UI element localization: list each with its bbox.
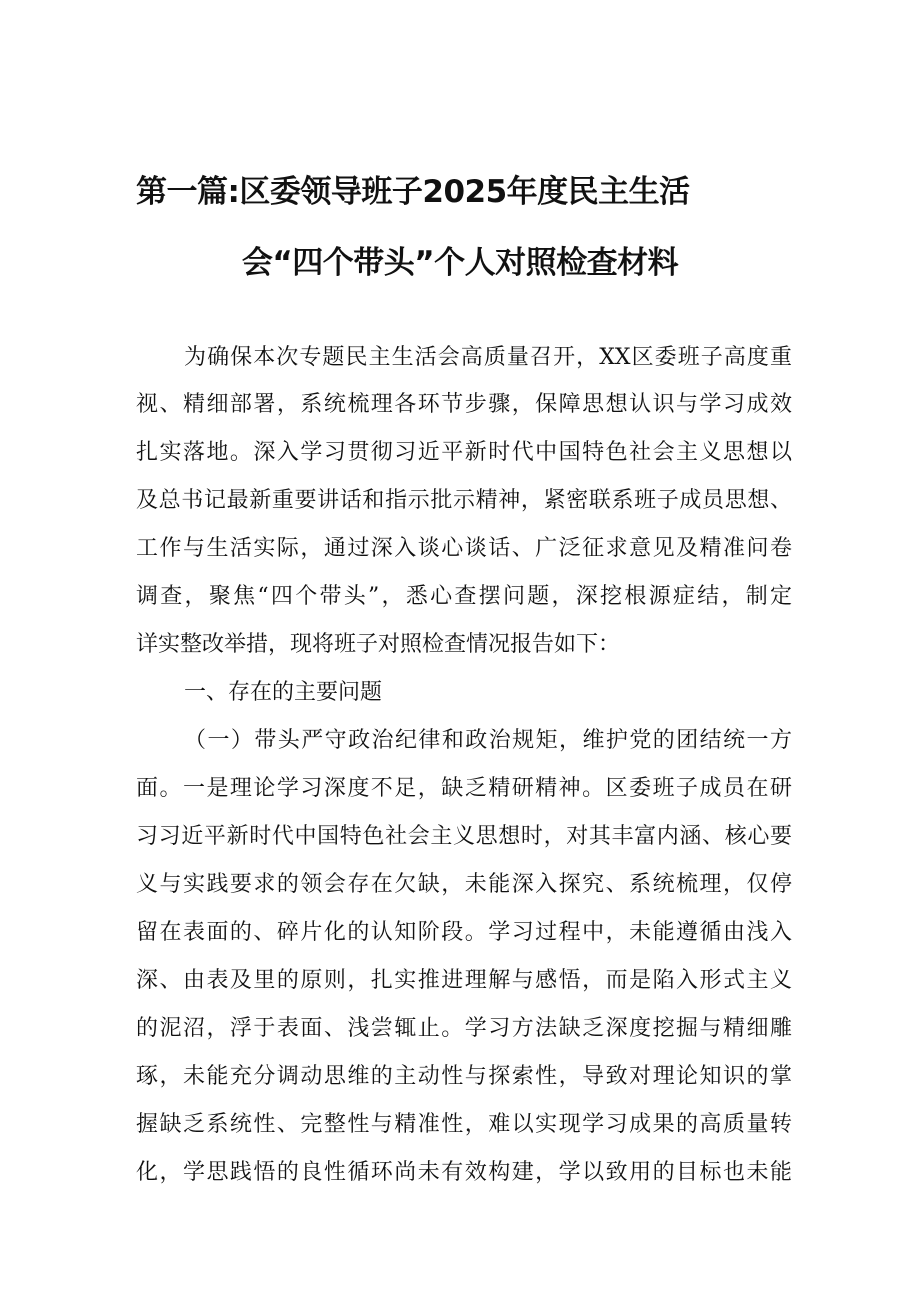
body-line-13: 留在表面的、碎片化的认知阶段。学习过程中，未能遵循由浅入: [136, 920, 792, 945]
body-line-2: 视、精细部署，系统梳理各环节步骤，保障思想认识与学习成效: [136, 392, 792, 417]
body-line-12: 义与实践要求的领会存在欠缺，未能深入探究、系统梳理，仅停: [136, 872, 792, 897]
body-line-10: 面。一是理论学习深度不足，缺乏精研精神。区委班子成员在研: [136, 776, 792, 801]
body-line-14: 深、由表及里的原则，扎实推进理解与感悟，而是陷入形式主义: [136, 968, 792, 993]
body-line-1: 为确保本次专题民主生活会高质量召开，XX区委班子高度重: [184, 345, 792, 370]
body-line-18: 化，学思践悟的良性循环尚未有效构建，学以致用的目标也未能: [136, 1160, 792, 1185]
body-line-17: 握缺乏系统性、完整性与精准性，难以实现学习成果的高质量转: [136, 1112, 792, 1137]
body-line-3: 扎实落地。深入学习贯彻习近平新时代中国特色社会主义思想以: [136, 440, 792, 465]
body-line-4: 及总书记最新重要讲话和指示批示精神，紧密联系班子成员思想、: [136, 488, 792, 513]
document-title-line-1: 第一篇:区委领导班子2025年度民主生活: [136, 174, 690, 210]
body-line-15: 的泥沼，浮于表面、浅尝辄止。学习方法缺乏深度挖掘与精细雕: [136, 1016, 792, 1041]
body-line-7: 详实整改举措，现将班子对照检查情况报告如下：: [136, 632, 621, 657]
body-line-16: 琢，未能充分调动思维的主动性与探索性，导致对理论知识的掌: [136, 1064, 792, 1089]
document-title-line-2: 会“四个带头”个人对照检查材料: [241, 245, 679, 281]
body-line-11: 习习近平新时代中国特色社会主义思想时，对其丰富内涵、核心要: [136, 824, 792, 849]
body-line-5: 工作与生活实际，通过深入谈心谈话、广泛征求意见及精准问卷: [136, 536, 792, 561]
body-line-9: （一）带头严守政治纪律和政治规矩，维护党的团结统一方: [184, 728, 792, 753]
body-line-6: 调查，聚焦“四个带头”，悉心查摆问题，深挖根源症结，制定: [136, 584, 792, 609]
section-heading: 一、存在的主要问题: [184, 680, 383, 705]
